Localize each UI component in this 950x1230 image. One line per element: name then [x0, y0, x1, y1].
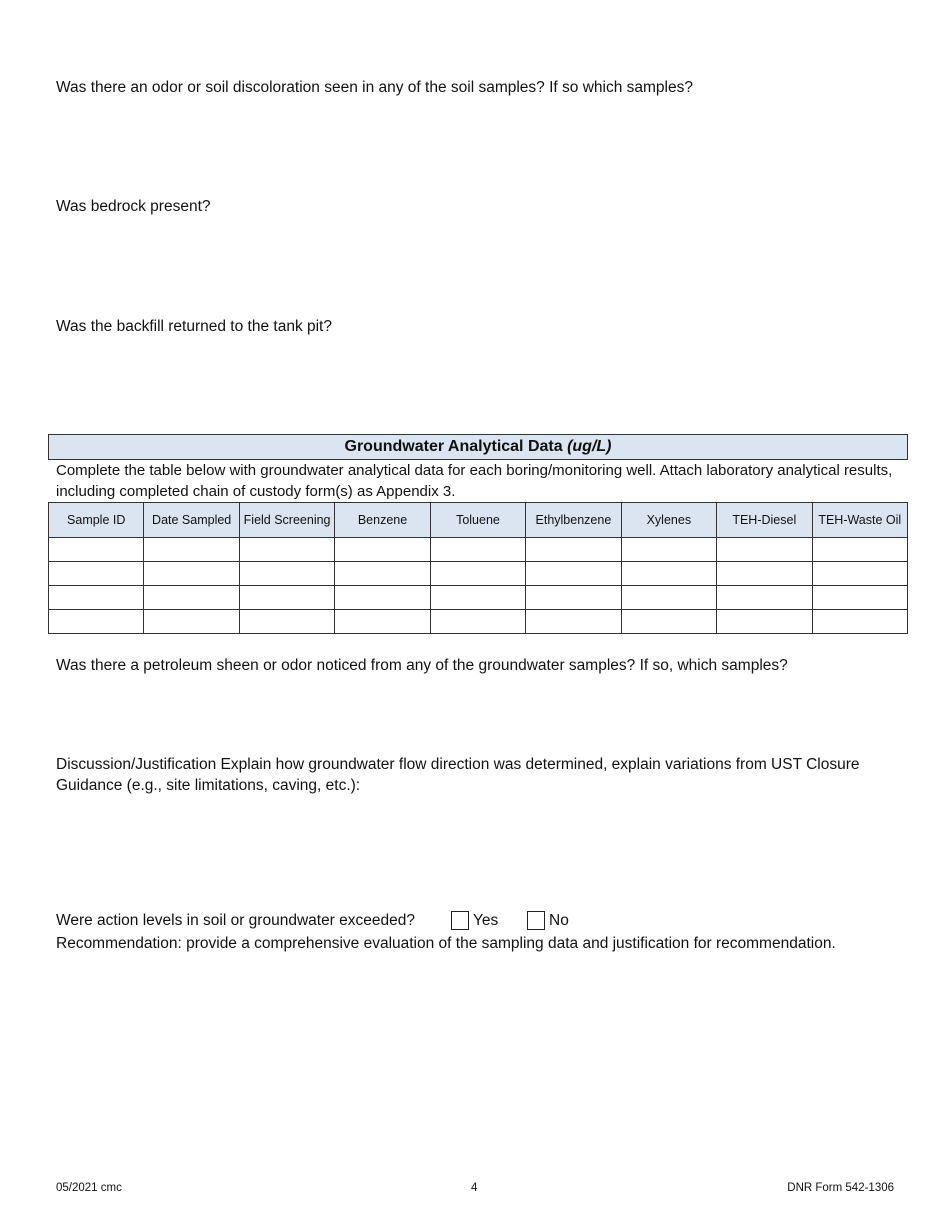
yes-checkbox[interactable] [451, 911, 469, 930]
recommendation-text: Recommendation: provide a comprehensive evaluation of the sampling data and justification for recommendation. [56, 935, 836, 952]
column-header: Date Sampled [144, 503, 239, 538]
table-row [49, 586, 908, 610]
column-header: Toluene [430, 503, 525, 538]
table-cell[interactable] [144, 538, 239, 562]
groundwater-title-text: Groundwater Analytical Data [344, 438, 563, 455]
no-option[interactable] [527, 910, 569, 931]
table-row [49, 610, 908, 634]
column-header: Xylenes [621, 503, 716, 538]
table-cell[interactable] [430, 538, 525, 562]
table-cell[interactable] [49, 562, 144, 586]
table-cell[interactable] [430, 562, 525, 586]
table-cell[interactable] [812, 562, 908, 586]
table-cell[interactable] [526, 538, 621, 562]
footer-date: 05/2021 cmc [56, 1182, 122, 1194]
groundwater-section [48, 434, 908, 634]
table-body [49, 538, 908, 634]
column-header: Ethylbenzene [526, 503, 621, 538]
groundwater-instructions: Complete the table below with groundwater analytical data for each boring/monitoring well. Attach laboratory analytical results, including completed chain of custody form(s) as Appendix 3. [56, 462, 893, 500]
table-cell[interactable] [621, 610, 716, 634]
table-cell[interactable] [144, 586, 239, 610]
table-cell[interactable] [812, 586, 908, 610]
question-petroleum-sheen: Was there a petroleum sheen or odor noticed from any of the groundwater samples? If so, which samples? [56, 657, 788, 674]
table-cell[interactable] [812, 610, 908, 634]
table-cell[interactable] [49, 538, 144, 562]
table-cell[interactable] [621, 538, 716, 562]
groundwater-title [48, 435, 908, 460]
table-cell[interactable] [717, 586, 812, 610]
no-label: No [549, 912, 569, 929]
action-levels-question: Were action levels in soil or groundwater exceeded? [56, 912, 415, 929]
footer-form-number: DNR Form 542-1306 [787, 1182, 894, 1194]
no-checkbox[interactable] [527, 911, 545, 930]
table-cell[interactable] [430, 586, 525, 610]
table-cell[interactable] [717, 562, 812, 586]
table-cell[interactable] [144, 610, 239, 634]
question-backfill: Was the backfill returned to the tank pit? [56, 318, 332, 335]
table-cell[interactable] [239, 562, 334, 586]
table-cell[interactable] [430, 610, 525, 634]
table-cell[interactable] [621, 586, 716, 610]
table-row [49, 538, 908, 562]
table-cell[interactable] [812, 538, 908, 562]
table-cell[interactable] [621, 562, 716, 586]
table-cell[interactable] [335, 610, 430, 634]
groundwater-title-unit: (ug/L) [567, 438, 612, 455]
table-cell[interactable] [239, 586, 334, 610]
table-cell[interactable] [49, 586, 144, 610]
table-cell[interactable] [526, 562, 621, 586]
table-cell[interactable] [717, 538, 812, 562]
table-cell[interactable] [335, 586, 430, 610]
table-row [49, 562, 908, 586]
table-cell[interactable] [144, 562, 239, 586]
column-header: Sample ID [49, 503, 144, 538]
table-header-row [49, 503, 908, 538]
column-header: Field Screening [239, 503, 334, 538]
table-cell[interactable] [239, 610, 334, 634]
table-cell[interactable] [717, 610, 812, 634]
table-cell[interactable] [49, 610, 144, 634]
table-cell[interactable] [335, 538, 430, 562]
question-bedrock: Was bedrock present? [56, 198, 211, 215]
column-header: Benzene [335, 503, 430, 538]
discussion-justification: Discussion/Justification Explain how groundwater flow direction was determined, explain variations from UST Closure Guidance (e.g., site limitations, caving, etc.): [56, 756, 860, 794]
footer-page-number: 4 [471, 1182, 478, 1194]
table-cell[interactable] [335, 562, 430, 586]
question-odor-soil: Was there an odor or soil discoloration seen in any of the soil samples? If so which samples? [56, 79, 693, 96]
column-header: TEH-Diesel [717, 503, 812, 538]
yes-label: Yes [473, 912, 499, 929]
yes-option[interactable] [451, 910, 498, 931]
column-header: TEH-Waste Oil [812, 503, 908, 538]
groundwater-table [48, 502, 908, 634]
table-cell[interactable] [526, 610, 621, 634]
table-cell[interactable] [239, 538, 334, 562]
table-cell[interactable] [526, 586, 621, 610]
